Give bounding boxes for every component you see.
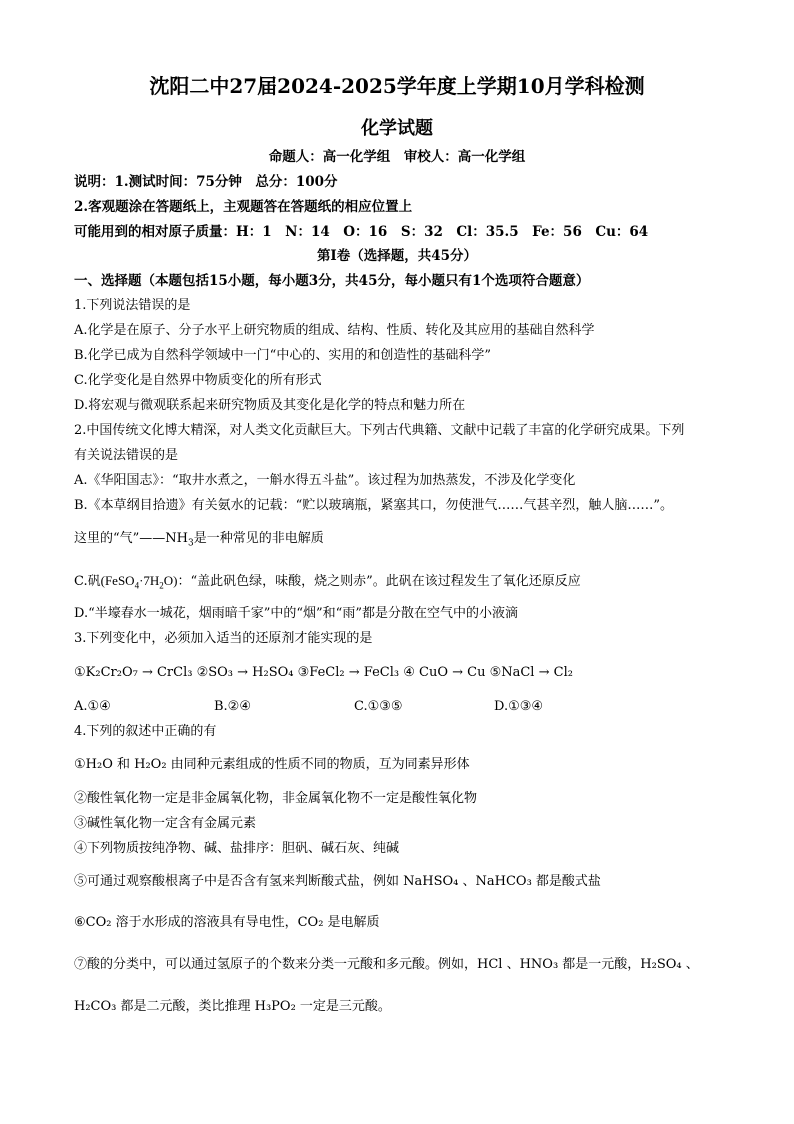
q2-stem-line2: 有关说法错误的是 [74,448,179,463]
q3-option-a: A.①④ [74,699,111,714]
q4-item-1: ①H₂O 和 H₂O₂ 由同种元素组成的性质不同的物质，互为同素异形体 [74,757,470,772]
exam-subtitle: 化学试题 [361,118,433,139]
q2-c-text: ：“盖此矾色绿，味酸，烧之则赤”。此矾在该过程发生了氧化还原反应 [177,574,581,589]
note-time-score: 说明：1.测试时间：75分钟 总分：100分 [74,174,338,190]
q2-b-text-post: 是一种常见的非电解质 [193,531,324,546]
q1-stem: 1.下列说法错误的是 [74,298,191,313]
q4-item-5: ⑤可通过观察酸根离子中是否含有氢来判断酸式盐，例如 NaHSO₄ 、NaHCO₃ 都是酸式盐 [74,874,601,889]
note-answer-sheet: 2.客观题涂在答题纸上，主观题答在答题纸的相应位置上 [74,199,413,215]
q2-option-d: D.“半壕春水一城花，烟雨暗千家”中的“烟”和“雨”都是分散在空气中的小液滴 [74,606,518,621]
q4-stem: 4.下列的叙述中正确的有 [74,724,217,739]
q4-item-2: ②酸性氧化物一定是非金属氧化物，非金属氧化物不一定是酸性氧化物 [74,791,478,806]
note-atomic-masses: 可能用到的相对原子质量：H：1 N：14 O：16 S：32 Cl：35.5 Fe：56 Cu：64 [74,224,649,240]
q2-option-b-line1: B.《本草纲目拾遗》有关氨水的记载：“贮以玻璃瓶，紧塞其口，勿使泄气……气甚辛烈，触人脑……”。 [74,498,673,513]
q4-item-3: ③碱性氧化物一定含有金属元素 [74,816,257,831]
q1-option-d: D.将宏观与微观联系起来研究物质及其变化是化学的特点和魅力所在 [74,398,466,413]
q3-option-b: B.②④ [214,699,251,714]
q2-option-a: A.《华阳国志》：“取井水煮之，一斛水得五斗盐”。该过程为加热蒸发，不涉及化学变化 [74,473,576,488]
q2-c-formula-b: ·7H [139,573,160,588]
q3-option-d: D.①③④ [494,699,544,714]
q2-c-sub2: 2 [159,580,164,591]
q3-stem: 3.下列变化中，必须加入适当的还原剂才能实现的是 [74,631,373,646]
q3-items: ①K₂Cr₂O₇ → CrCl₃ ②SO₃ → H₂SO₄ ③FeCl₂ → FeCl₃ ④ CuO → Cu ⑤NaCl → Cl₂ [74,665,573,680]
exam-authors: 命题人：高一化学组 审校人：高一化学组 [268,149,526,165]
q2-option-b-line2 [74,530,754,548]
exam-title: 沈阳二中27届2024-2025学年度上学期10月学科检测 [149,74,645,98]
q2-c-prefix: C.矾 [74,574,101,589]
q1-option-a: A.化学是在原子、分子水平上研究物质的组成、结构、性质、转化及其应用的基础自然科学 [74,323,595,338]
q2-option-c [74,572,754,591]
q2-c-formula [100,573,178,591]
q1-option-b: B.化学已成为自然科学领域中一门“中心的、实用的和创造性的基础科学” [74,348,491,363]
q1-option-c: C.化学变化是自然界中物质变化的所有形式 [74,373,322,388]
q2-stem-line1: 2.中国传统文化博大精深，对人类文化贡献巨大。下列古代典籍、文献中记载了丰富的化学研究成果。下列 [74,423,685,438]
q3-option-c: C.①③⑤ [354,699,403,714]
q4-item-4: ④下列物质按纯净物、碱、盐排序：胆矾、碱石灰、纯碱 [74,841,400,856]
volume-heading: 第Ⅰ卷（选择题，共45分） [316,248,478,264]
q4-item-6: ⑥CO₂ 溶于水形成的溶液具有导电性，CO₂ 是电解质 [74,915,380,930]
q4-item-7-line2: H₂CO₃ 都是二元酸，类比推理 H₃PO₂ 一定是三元酸。 [74,999,391,1014]
q2-b-text-pre: 这里的“气”——NH [74,531,189,546]
q2-c-formula-c: O) [163,573,178,588]
q2-c-sub1: 4 [134,580,140,591]
q2-b-subscript: 3 [188,538,194,549]
q4-item-7-line1: ⑦酸的分类中，可以通过氢原子的个数来分类一元酸和多元酸。例如，HCl 、HNO₃ 都是一元酸，H₂SO₄ 、 [74,957,699,972]
q2-c-formula-a: (FeSO [100,573,135,588]
section-heading: 一、选择题（本题包括15小题，每小题3分，共45分，每小题只有1个选项符合题意） [74,273,590,289]
